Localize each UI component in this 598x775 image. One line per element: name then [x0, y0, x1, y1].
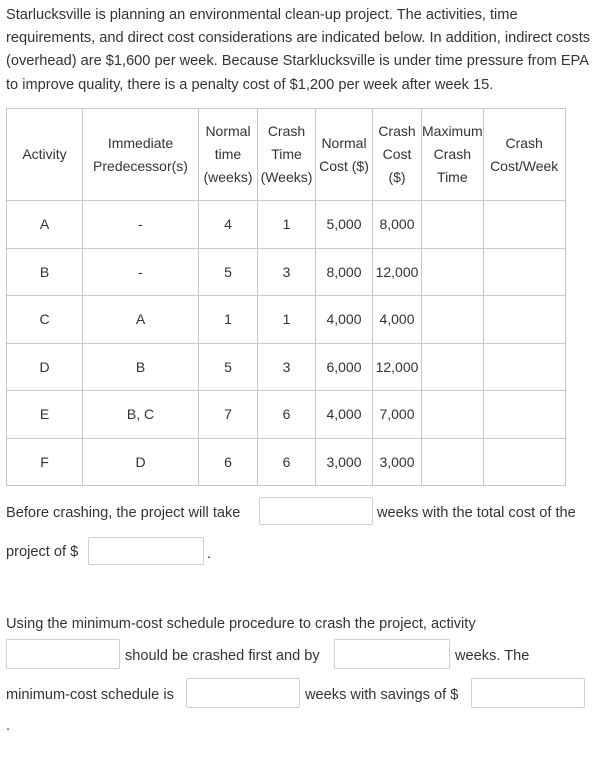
cell-normal-cost: 6,000 — [316, 343, 373, 391]
cell-normal-time: 4 — [199, 201, 258, 249]
header-crash-cost: Crash Cost ($) — [373, 109, 422, 201]
cell-crash-time: 6 — [258, 438, 316, 486]
table-row — [7, 248, 566, 296]
cell-crash-cost: 4,000 — [373, 296, 422, 344]
savings-input[interactable] — [471, 678, 585, 708]
weeks-total-cost-label: weeks with the total cost of the — [377, 505, 576, 521]
table-row — [7, 391, 566, 439]
weeks-the-label: weeks. The — [455, 648, 530, 664]
min-cost-procedure-label: Using the minimum-cost schedule procedure to crash the project, activity — [6, 616, 476, 632]
header-activity: Activity — [7, 109, 83, 201]
cell-normal-time: 5 — [199, 343, 258, 391]
cell-crash-cost-week[interactable] — [483, 438, 565, 486]
header-crash-cost-week: Crash Cost/Week — [483, 109, 565, 201]
cell-predecessor: - — [83, 248, 199, 296]
cell-max-crash-time[interactable] — [422, 248, 484, 296]
cell-normal-cost: 3,000 — [316, 438, 373, 486]
header-max-crash-time: Maximum Crash Time — [422, 109, 484, 201]
cell-max-crash-time[interactable] — [422, 391, 484, 439]
table-row — [7, 296, 566, 344]
table-row — [7, 438, 566, 486]
cell-crash-time: 6 — [258, 391, 316, 439]
cell-predecessor: - — [83, 201, 199, 249]
cell-activity: D — [7, 343, 83, 391]
cell-normal-cost: 8,000 — [316, 248, 373, 296]
problem-statement: Starlucksville is planning an environmental clean-up project. The activities, time requirements, and direct cost considerations are indicated below. In addition, indirect costs (overhead) are $1,600 per week. Because Starklucksville is under time pressure from EPA to improve quality, there is a penalty cost of $1,200 per week after week 15. — [6, 7, 591, 93]
project-of-label: project of $ — [6, 544, 79, 560]
cell-crash-cost: 12,000 — [373, 248, 422, 296]
cell-activity: F — [7, 438, 83, 486]
cell-activity: B — [7, 248, 83, 296]
savings-label: weeks with savings of $ — [305, 687, 459, 703]
period-text: . — [207, 546, 212, 562]
cell-normal-time: 6 — [199, 438, 258, 486]
cell-normal-time: 5 — [199, 248, 258, 296]
cell-max-crash-time[interactable] — [422, 343, 484, 391]
cell-max-crash-time[interactable] — [422, 438, 484, 486]
cell-crash-time: 1 — [258, 296, 316, 344]
total-cost-input[interactable] — [88, 537, 204, 565]
cell-crash-cost: 7,000 — [373, 391, 422, 439]
cell-normal-cost: 5,000 — [316, 201, 373, 249]
cell-normal-cost: 4,000 — [316, 296, 373, 344]
cell-predecessor: A — [83, 296, 199, 344]
header-predecessors: Immediate Predecessor(s) — [83, 109, 199, 201]
cell-activity: E — [7, 391, 83, 439]
cell-crash-cost: 3,000 — [373, 438, 422, 486]
activity-crash-first-input[interactable] — [6, 639, 120, 669]
before-crashing-label: Before crashing, the project will take — [6, 505, 241, 521]
table-header-row — [7, 109, 566, 201]
header-normal-cost: Normal Cost ($) — [316, 109, 373, 201]
cell-predecessor: B — [83, 343, 199, 391]
table-row — [7, 343, 566, 391]
cell-crash-time: 3 — [258, 343, 316, 391]
crashed-first-label: should be crashed first and by — [125, 648, 320, 664]
project-weeks-input[interactable] — [259, 497, 373, 525]
header-normal-time: Normal time (weeks) — [199, 109, 258, 201]
cell-crash-cost-week[interactable] — [483, 296, 565, 344]
cell-normal-time: 7 — [199, 391, 258, 439]
final-period-text: . — [6, 718, 11, 734]
header-crash-time: Crash Time (Weeks) — [258, 109, 316, 201]
cell-predecessor: D — [83, 438, 199, 486]
crash-weeks-input[interactable] — [334, 639, 450, 669]
cell-crash-time: 1 — [258, 201, 316, 249]
cell-predecessor: B, C — [83, 391, 199, 439]
cell-crash-cost-week[interactable] — [483, 201, 565, 249]
cell-normal-time: 1 — [199, 296, 258, 344]
cell-crash-cost: 12,000 — [373, 343, 422, 391]
table-row — [7, 201, 566, 249]
activity-table — [6, 108, 566, 486]
cell-normal-cost: 4,000 — [316, 391, 373, 439]
cell-activity: C — [7, 296, 83, 344]
cell-activity: A — [7, 201, 83, 249]
min-cost-schedule-label: minimum-cost schedule is — [6, 687, 174, 703]
cell-max-crash-time[interactable] — [422, 201, 484, 249]
cell-crash-cost: 8,000 — [373, 201, 422, 249]
cell-crash-cost-week[interactable] — [483, 248, 565, 296]
cell-crash-time: 3 — [258, 248, 316, 296]
cell-crash-cost-week[interactable] — [483, 391, 565, 439]
cell-max-crash-time[interactable] — [422, 296, 484, 344]
cell-crash-cost-week[interactable] — [483, 343, 565, 391]
min-cost-weeks-input[interactable] — [186, 678, 300, 708]
